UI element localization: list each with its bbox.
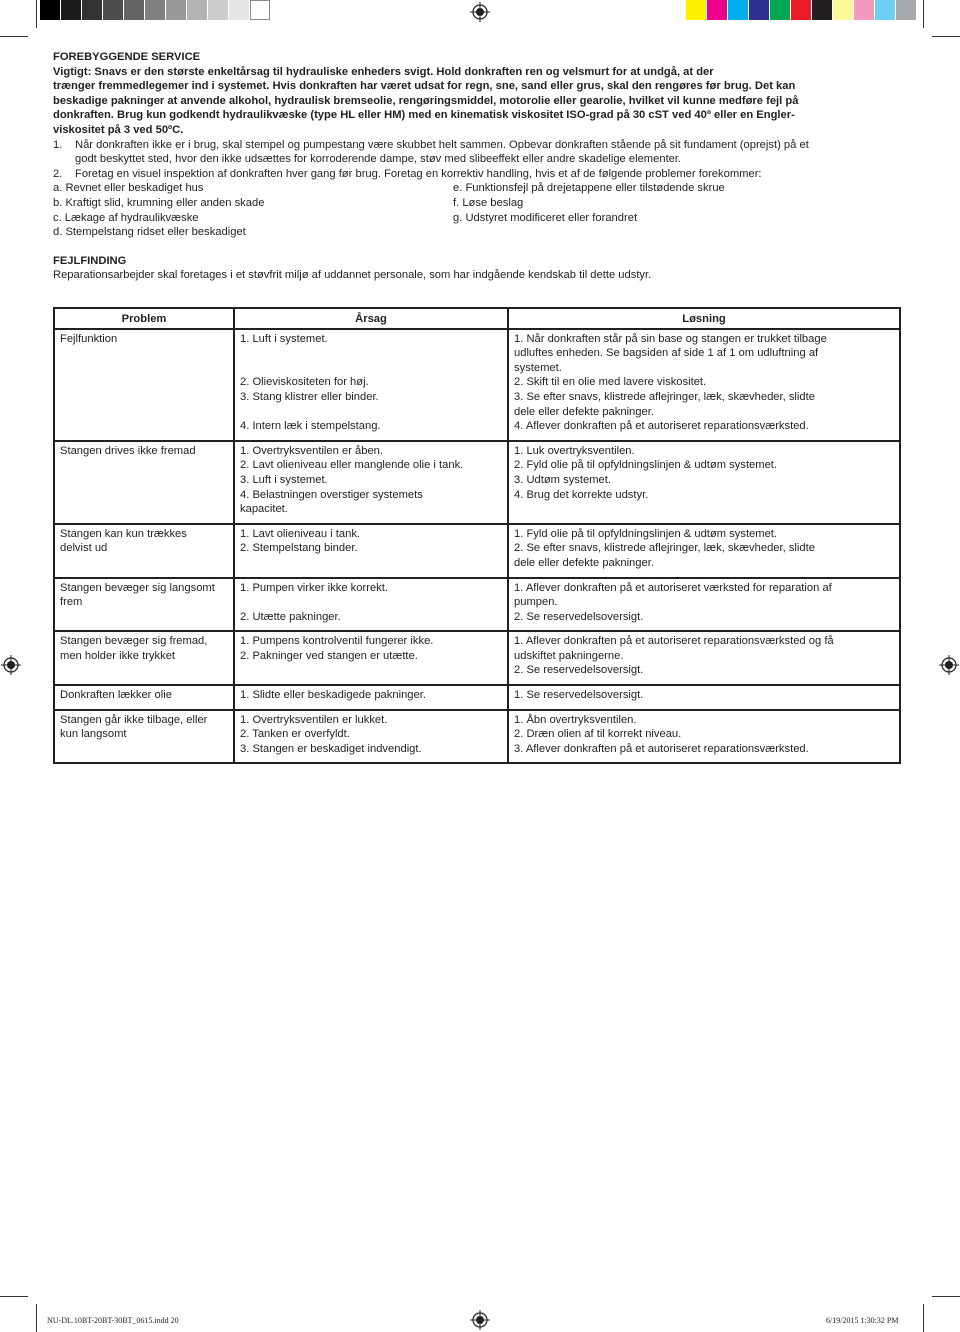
cell-line: kapacitet. — [240, 503, 288, 516]
cell-line: 4. Intern læk i stempelstang. — [240, 420, 381, 433]
cause-cell — [234, 329, 508, 441]
color-swatch — [728, 0, 748, 20]
cell-line: 4. Brug det korrekte udstyr. — [514, 488, 649, 501]
service-intro — [53, 65, 911, 138]
table-row — [54, 631, 900, 685]
cell-line: 3. Stang klistrer eller binder. — [240, 390, 379, 403]
cell-line: 1. Fyld olie på til opfyldningslinjen & udtøm systemet. — [514, 527, 778, 540]
problem-item: f. Løse beslag — [453, 196, 524, 209]
column-header-solution: Løsning — [508, 308, 900, 329]
problem-cell — [54, 329, 234, 441]
cell-line: 3. Se efter snavs, klistrede aflejringer, læk, skævheder, slidte — [514, 390, 815, 403]
cause-cell — [234, 710, 508, 764]
problem-list-row — [53, 196, 911, 211]
color-swatch — [812, 0, 832, 20]
cell-line: 2. Se reservedelsoversigt. — [514, 610, 644, 623]
gray-swatch — [166, 0, 186, 20]
crop-mark — [932, 36, 960, 37]
footer-timestamp: 6/19/2015 1:30:32 PM — [826, 1316, 899, 1325]
cell-line: 1. Overtryksventilen er åben. — [240, 444, 384, 457]
registration-mark-icon — [1, 655, 21, 675]
cell-line: 1. Pumpens kontrolventil fungerer ikke. — [240, 635, 434, 648]
cell-line: Fejlfunktion — [60, 332, 118, 345]
crop-mark — [36, 0, 37, 28]
cell-line: Stangen kan kun trækkes — [60, 527, 187, 540]
intro-line: viskositet på 3 ved 50ºC. — [53, 123, 184, 136]
cell-line: 3. Aflever donkraften på et autoriseret reparationsværksted. — [514, 742, 809, 755]
solution-cell — [508, 329, 900, 441]
table-row — [54, 441, 900, 524]
cell-line: systemet. — [514, 361, 562, 374]
gray-swatch — [250, 0, 270, 20]
cell-line: 2. Stempelstang binder. — [240, 542, 358, 555]
cell-line — [240, 346, 502, 361]
intro-line: beskadige pakninger at anvende alkohol, hydraulisk bremseolie, rengøringsmiddel, motorolie eller gearolie, hvilket vil kunne medføre fejl på — [53, 94, 799, 107]
color-swatch — [854, 0, 874, 20]
cause-cell — [234, 524, 508, 578]
item-number: 2. — [53, 167, 63, 180]
cause-cell — [234, 631, 508, 685]
numbered-item-1-continued — [53, 152, 911, 167]
table-row — [54, 578, 900, 632]
cell-line: 1. Se reservedelsoversigt. — [514, 689, 644, 702]
cell-line: udluftes enheden. Se bagsiden af side 1 af 1 om udluftning af — [514, 347, 819, 360]
cell-line: 2. Se reservedelsoversigt. — [514, 664, 644, 677]
document-body — [53, 50, 911, 283]
cell-line: Donkraften lækker olie — [60, 689, 172, 702]
grayscale-color-bar — [40, 0, 271, 22]
color-swatch — [749, 0, 769, 20]
crop-mark — [0, 1296, 28, 1297]
color-swatch — [770, 0, 790, 20]
table-row — [54, 524, 900, 578]
table-row — [54, 710, 900, 764]
cause-cell — [234, 441, 508, 524]
cell-line: Stangen bevæger sig fremad, — [60, 635, 208, 648]
color-swatch — [875, 0, 895, 20]
cell-line: 2. Skift til en olie med lavere viskositet. — [514, 376, 707, 389]
solution-cell — [508, 685, 900, 710]
solution-cell — [508, 441, 900, 524]
cell-line: 1. Aflever donkraften på et autoriseret værksted for reparation af — [514, 581, 832, 594]
cell-line: frem — [60, 596, 83, 609]
registration-mark-icon — [470, 1310, 490, 1330]
table-header-row — [54, 308, 900, 329]
cell-line: udskiftet pakningerne. — [514, 649, 624, 662]
cell-line: dele eller defekte pakninger. — [514, 556, 654, 569]
problem-item: b. Kraftigt slid, krumning eller anden skade — [53, 196, 265, 209]
cell-line: 1. Luft i systemet. — [240, 332, 328, 345]
cell-line: 2. Utætte pakninger. — [240, 610, 341, 623]
gray-swatch — [61, 0, 81, 20]
problem-cell — [54, 685, 234, 710]
gray-swatch — [82, 0, 102, 20]
cell-line: 1. Aflever donkraften på et autoriseret reparationsværksted og få — [514, 635, 834, 648]
cell-line: 1. Åbn overtryksventilen. — [514, 713, 637, 726]
solution-cell — [508, 631, 900, 685]
crop-mark — [923, 1304, 924, 1332]
solution-cell — [508, 710, 900, 764]
problem-cell — [54, 710, 234, 764]
color-swatch — [896, 0, 916, 20]
item-text: godt beskyttet sted, hvor den ikke udsættes for korroderende dampe, støv med slibeeffekt eller andre skadelige elementer. — [75, 153, 682, 166]
item-text: Foretag en visuel inspektion af donkraften hver gang før brug. Foretag en korrektiv handling, hvis et af de følgende problemer forekommer: — [75, 167, 762, 180]
problem-item: a. Revnet eller beskadiget hus — [53, 182, 204, 195]
cause-cell — [234, 685, 508, 710]
problem-item: d. Stempelstang ridset eller beskadiget — [53, 226, 246, 239]
cell-line: 1. Luk overtryksventilen. — [514, 444, 635, 457]
cell-line: 2. Fyld olie på til opfyldningslinjen & udtøm systemet. — [514, 459, 778, 472]
problem-item: c. Lækage af hydraulikvæske — [53, 211, 199, 224]
problem-cell — [54, 441, 234, 524]
cell-line: 3. Stangen er beskadiget indvendigt. — [240, 742, 422, 755]
cell-line: 1. Når donkraften står på sin base og stangen er trukket tilbage — [514, 332, 827, 345]
cell-line — [240, 595, 502, 610]
solution-cell — [508, 578, 900, 632]
gray-swatch — [103, 0, 123, 20]
table-row — [54, 685, 900, 710]
cause-cell — [234, 578, 508, 632]
footer-file-name: NU-DL.10BT-20BT-30BT_0615.indd 20 — [47, 1316, 179, 1325]
gray-swatch — [124, 0, 144, 20]
gray-swatch — [208, 0, 228, 20]
cell-line: Stangen drives ikke fremad — [60, 444, 196, 457]
cell-line: 4. Aflever donkraften på et autoriseret reparationsværksted. — [514, 420, 809, 433]
problem-cell — [54, 631, 234, 685]
crop-mark — [923, 0, 924, 28]
crop-mark — [932, 1296, 960, 1297]
cell-line: 3. Luft i systemet. — [240, 473, 328, 486]
cell-line: pumpen. — [514, 596, 558, 609]
section-heading-troubleshooting: FEJLFINDING — [53, 254, 127, 267]
gray-swatch — [229, 0, 249, 20]
cell-line: 2. Dræn olien af til korrekt niveau. — [514, 728, 682, 741]
cell-line: 1. Overtryksventilen er lukket. — [240, 713, 388, 726]
column-header-cause: Årsag — [234, 308, 508, 329]
problem-list-row — [53, 211, 911, 226]
numbered-item-2 — [53, 167, 911, 182]
item-text: Når donkraften ikke er i brug, skal stempel og pumpestang være skubbet helt sammen. Opbevar donkraften stående på sit fundament (oprejst) på et — [75, 138, 809, 151]
cell-line: Stangen bevæger sig langsomt — [60, 581, 215, 594]
cell-line: 2. Pakninger ved stangen er utætte. — [240, 649, 418, 662]
problem-cell — [54, 578, 234, 632]
cell-line: Stangen går ikke tilbage, eller — [60, 713, 208, 726]
registration-mark-icon — [939, 655, 959, 675]
cell-line: 2. Olieviskositeten for høj. — [240, 376, 369, 389]
gray-swatch — [40, 0, 60, 20]
problem-item: e. Funktionsfejl på drejetappene eller tilstødende skrue — [453, 182, 725, 195]
process-color-bar — [686, 0, 917, 22]
problem-cell — [54, 524, 234, 578]
cell-line: 2. Lavt olieniveau eller manglende olie i tank. — [240, 459, 464, 472]
troubleshooting-table — [53, 307, 901, 764]
cell-line: delvist ud — [60, 542, 108, 555]
cell-line: 2. Se efter snavs, klistrede aflejringer, læk, skævheder, slidte — [514, 542, 815, 555]
cell-line: men holder ikke trykket — [60, 649, 176, 662]
color-swatch — [791, 0, 811, 20]
column-header-problem: Problem — [54, 308, 234, 329]
table-row — [54, 329, 900, 441]
crop-mark — [36, 1304, 37, 1332]
cell-line: 1. Slidte eller beskadigede pakninger. — [240, 689, 426, 702]
cell-line: 2. Tanken er overfyldt. — [240, 728, 350, 741]
solution-cell — [508, 524, 900, 578]
problem-list-row — [53, 181, 911, 196]
color-swatch — [686, 0, 706, 20]
crop-mark — [0, 36, 28, 37]
registration-mark-icon — [470, 2, 490, 22]
section-heading-service: FOREBYGGENDE SERVICE — [53, 51, 201, 63]
problem-item: g. Udstyret modificeret eller forandret — [453, 211, 638, 224]
cell-line: 1. Lavt olieniveau i tank. — [240, 527, 361, 540]
color-swatch — [707, 0, 727, 20]
problem-item — [453, 225, 911, 240]
cell-line: dele eller defekte pakninger. — [514, 405, 654, 418]
troubleshooting-intro: Reparationsarbejder skal foretages i et støvfrit miljø af uddannet personale, som har indgående kendskab til dette udstyr. — [53, 269, 652, 282]
problem-list-row — [53, 225, 911, 240]
gray-swatch — [187, 0, 207, 20]
cell-line: 1. Pumpen virker ikke korrekt. — [240, 581, 388, 594]
cell-line: 3. Udtøm systemet. — [514, 473, 611, 486]
item-number: 1. — [53, 138, 63, 151]
cell-line — [240, 405, 502, 420]
cell-line: 4. Belastningen overstiger systemets — [240, 488, 423, 501]
color-swatch — [833, 0, 853, 20]
gray-swatch — [145, 0, 165, 20]
intro-line: trænger fremmedlegemer ind i systemet. Hvis donkraften har været udsat for regn, sne, sand eller grus, skal den rengøres før brug. Det kan — [53, 80, 796, 93]
cell-line — [240, 361, 502, 376]
intro-line: Vigtigt: Snavs er den største enkeltårsag til hydrauliske enheders svigt. Hold donkraften ren og velsmurt for at undgå, at der — [53, 65, 714, 78]
numbered-item-1 — [53, 138, 911, 153]
intro-line: donkraften. Brug kun godkendt hydraulikvæske (type HL eller HM) med en kinematisk viskositet ISO-grad på 30 cST ved 40º eller en Engler- — [53, 109, 795, 122]
cell-line: kun langsomt — [60, 728, 127, 741]
